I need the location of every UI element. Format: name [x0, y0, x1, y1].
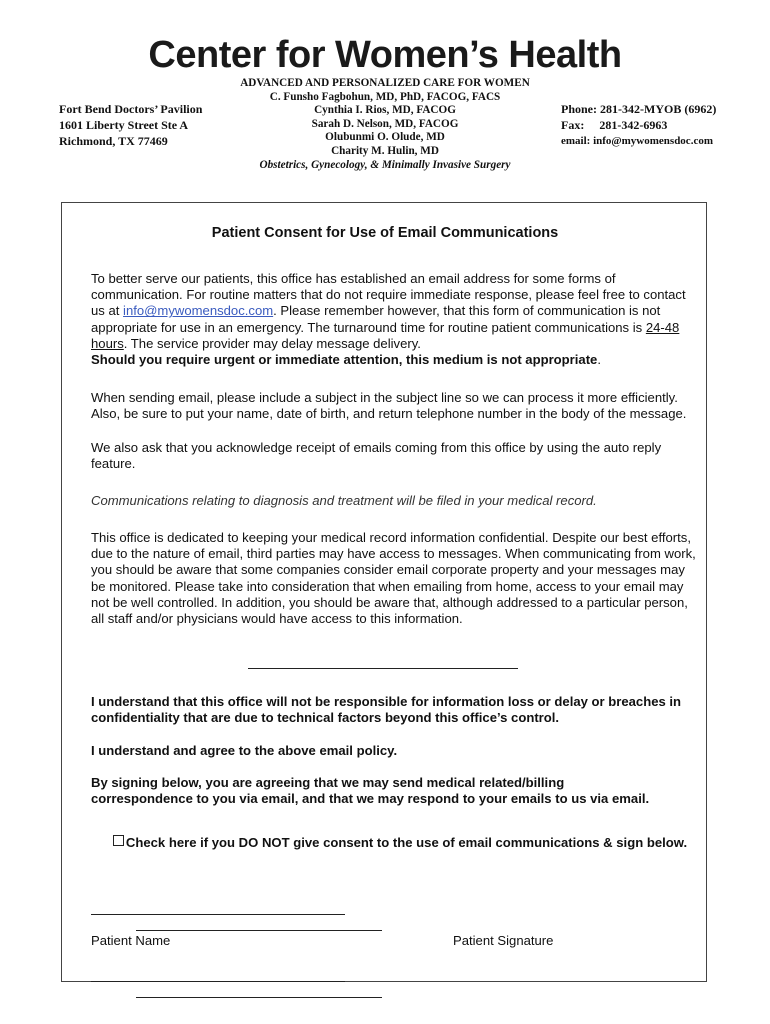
address-line: Fort Bend Doctors’ Pavilion: [59, 102, 203, 116]
tagline: ADVANCED AND PERSONALIZED CARE FOR WOMEN: [240, 77, 530, 89]
patient-signature-label: Patient Signature: [453, 933, 554, 948]
form-heading: Patient Consent for Use of Email Communications: [211, 225, 559, 241]
signature-line[interactable]: [136, 997, 382, 998]
acknowledgment-signing: By signing below, you are agreeing that we may send medical related/billing correspondence to you via email, and that we may respond to your emails to us via email.: [91, 775, 650, 807]
p1-text-b: . Please remember however, that this form of communication is not appropriate for use in an emergency. The turnaround time for routine patient communications is: [91, 303, 661, 335]
paragraph-sending-email: When sending email, please include a subject in the subject line so we can process it more efficiently. Also, be sure to put your name, date of birth, and return telephone number in the body of the message.: [91, 390, 687, 422]
opt-out-row: [100, 835, 700, 851]
opt-out-label: Check here if you DO NOT give consent to the use of email communications & sign below.: [125, 835, 688, 850]
paragraph-email-purpose: [91, 271, 703, 368]
acknowledgment-liability: I understand that this office will not be responsible for information loss or delay or breaches in confidentiality that are due to technical factors beyond this office’s control.: [91, 694, 682, 726]
paragraph-confidentiality: This office is dedicated to keeping your medical record information confidential. Despite our best efforts, due to the nature of email, third parties may have access to messages. When communicating from work, you should be aware that some companies consider email corporate property and your messages may be monitored. Please take into consideration that when emailing from home, access to your email may not be well controlled. In addition, you should be aware that, although addressed to a particular person, all staff and/or physicians would have access to this information.: [91, 530, 696, 627]
signature-line[interactable]: [136, 930, 382, 931]
doctor-name: Charity M. Hulin, MD: [331, 144, 439, 157]
doctor-name: Sarah D. Nelson, MD, FACOG: [311, 117, 459, 130]
doctor-name: Olubunmi O. Olude, MD: [325, 131, 445, 144]
acknowledgment-agree: I understand and agree to the above email policy.: [91, 743, 398, 758]
doctor-name: Cynthia I. Rios, MD, FACOG: [314, 104, 456, 117]
patient-name-label: Patient Name: [91, 933, 171, 948]
turnaround-hours: 24-48 hours: [91, 319, 680, 351]
address-line: 1601 Liberty Street Ste A: [59, 118, 189, 132]
doctor-name: C. Funsho Fagbohun, MD, PhD, FACOG, FACS: [269, 90, 501, 103]
section-divider: [248, 668, 518, 669]
signature-line[interactable]: [91, 981, 345, 982]
urgent-warning: Should you require urgent or immediate attention, this medium is not appropriate: [91, 352, 598, 368]
clinic-address: [59, 101, 202, 149]
email: email: info@mywomensdoc.com: [561, 135, 713, 147]
header-center-column: [200, 77, 570, 172]
specialty-line: Obstetrics, Gynecology, & Minimally Invasive Surgery: [259, 158, 511, 171]
address-line: Richmond, TX 77469: [59, 134, 168, 148]
signature-line[interactable]: [91, 914, 345, 915]
clinic-contact: [561, 101, 716, 149]
paragraph-medical-record: Communications relating to diagnosis and treatment will be filed in your medical record.: [91, 493, 597, 508]
email-link[interactable]: info@mywomensdoc.com: [123, 303, 274, 319]
fax-label: Fax:: [561, 118, 585, 132]
paragraph-auto-reply: We also ask that you acknowledge receipt of emails coming from this office by using the auto reply feature.: [91, 440, 662, 472]
opt-out-checkbox[interactable]: [113, 835, 124, 846]
p1-text-c: . The service provider may delay message delivery.: [123, 335, 421, 351]
p1-end: .: [597, 352, 601, 368]
fax-number: 281-342-6963: [599, 118, 668, 132]
phone: Phone: 281-342-MYOB (6962): [561, 102, 717, 116]
clinic-title: Center for Women’s Health: [148, 34, 622, 76]
p1-text-a: To better serve our patients, this office has established an email address for some forms of communication. For routine matters that do not require immediate response, please feel free to contact us at: [91, 271, 686, 319]
fax: [561, 117, 716, 133]
